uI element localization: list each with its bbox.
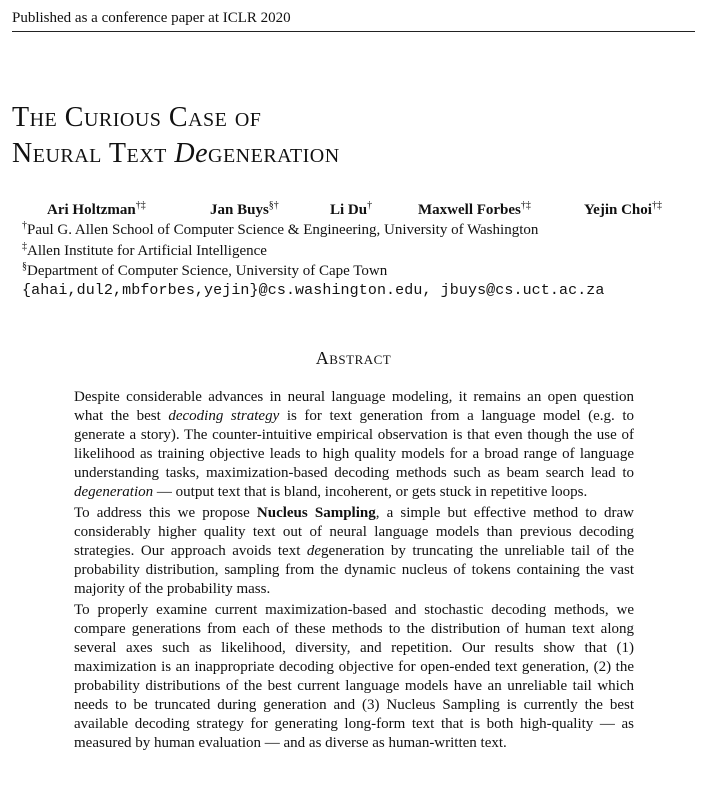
abstract-paragraph-2: To address this we propose Nucleus Sampling, a simple but effective method to draw considerably higher quality text out of neural language models than previous decoding strategies. Our approach avoids text degeneration by truncating the unreliable tail of the probability distribution, sampling from the dynamic nucleus of tokens containing the vast majority of the probability mass.	[74, 505, 634, 597]
affiliation-1: †Paul G. Allen School of Computer Science & Engineering, University of Washington	[22, 220, 539, 238]
title-line-2-italic: De	[174, 138, 209, 169]
title-line-2-prefix: Neural Text	[12, 138, 175, 169]
abstract-paragraph-1: Despite considerable advances in neural language modeling, it remains an open question what the best decoding strategy is for text generation from a language model (e.g. to generate a story). The counter-intuitive empirical observation is that even though the use of likelihood as training objective leads to high quality models for a broad range of language understanding tasks, maximization-based decoding methods such as beam search lead to degeneration — output text that is bland, incoherent, or gets stuck in repetitive loops.	[74, 389, 635, 500]
title-line-2	[12, 136, 340, 172]
author-3: Li Du†	[330, 200, 373, 218]
emphasis-de: de	[306, 543, 322, 559]
author-4: Maxwell Forbes†‡	[418, 200, 531, 218]
affiliation-2: ‡Allen Institute for Artificial Intelligence	[22, 241, 267, 259]
paper-title	[12, 100, 340, 172]
emphasis-degeneration: degeneration	[74, 484, 154, 500]
emphasis-nucleus-sampling: Nucleus Sampling	[256, 505, 376, 521]
title-line-1: The Curious Case of	[12, 102, 262, 133]
title-line-2-suffix: generation	[208, 138, 340, 169]
author-list	[12, 200, 695, 222]
running-header: Published as a conference paper at ICLR 2020	[12, 10, 695, 32]
abstract-paragraph-3: To properly examine current maximization-based and stochastic decoding methods, we compare generations from each of these methods to the distribution of human text along several axes such as likelihood, diversity, and repetition. Our results show that (1) maximization is an inappropriate decoding objective for open-ended text generation, (2) the probability distributions of the best current language models have an unreliable tail which needs to be truncated during generation and (3) Nucleus Sampling is currently the best available decoding strategy for generating long-form text that is both high-quality — as measured by human evaluation — and as diverse as human-written text.	[74, 602, 634, 751]
author-1: Ari Holtzman†‡	[47, 200, 146, 218]
author-5: Yejin Choi†‡	[584, 200, 662, 218]
abstract-body	[74, 388, 634, 755]
author-2: Jan Buys§†	[210, 200, 279, 218]
affiliation-3: §Department of Computer Science, University of Cape Town	[22, 261, 388, 279]
author-emails: {ahai,dul2,mbforbes,yejin}@cs.washington.edu, jbuys@cs.uct.ac.za	[22, 282, 605, 299]
emphasis-decoding-strategy: decoding strategy	[168, 408, 280, 424]
abstract-heading: Abstract	[315, 348, 392, 368]
